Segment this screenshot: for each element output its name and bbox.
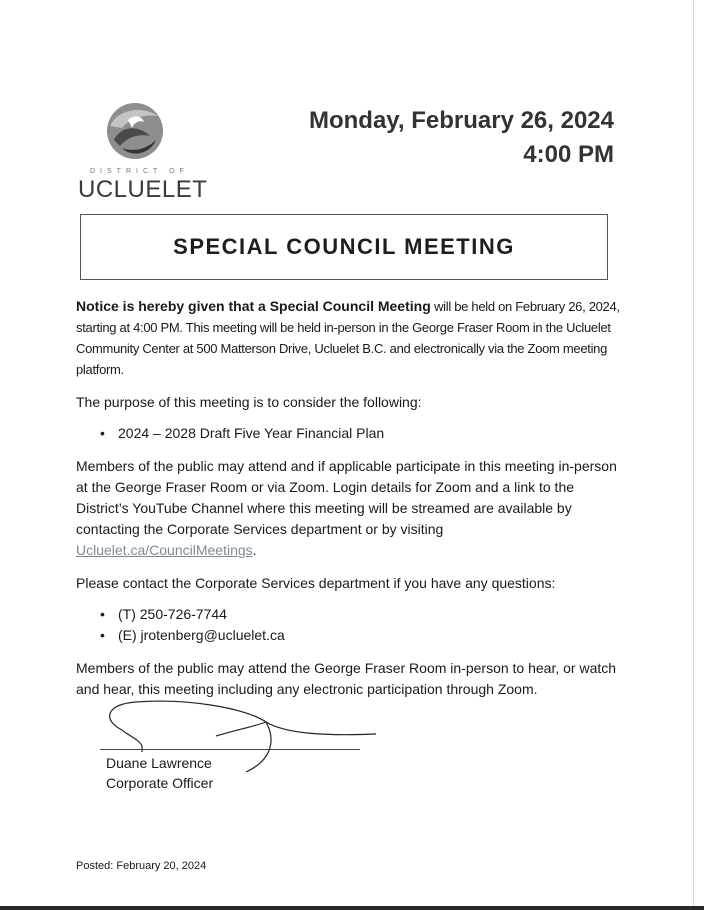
- logo-district-label: DISTRICT OF: [90, 168, 189, 175]
- page-title: SPECIAL COUNCIL MEETING: [173, 234, 515, 259]
- page-bottom-edge: [0, 906, 704, 910]
- notice-paragraph: [76, 296, 620, 380]
- contact-list: [76, 604, 620, 646]
- page-edge: [693, 0, 694, 910]
- participation-paragraph: [76, 456, 620, 561]
- posted-date: Posted: February 20, 2024: [76, 860, 207, 872]
- list-item: • (T) 250-726-7744: [100, 604, 620, 625]
- ucluelet-logo-icon: [104, 100, 166, 162]
- signature-line: [100, 749, 360, 750]
- notice-bold-lead: Notice is hereby given that a Special Council Meeting: [76, 298, 431, 314]
- list-item: • 2024 – 2028 Draft Five Year Financial Plan: [100, 423, 620, 444]
- notice-text: will be held on February 26, 2024, starting at 4:00 PM. This meeting will be held in-person in the George Fraser Room in the Ucluelet Community Center at 500 Matterson Drive, Ucluelet B.C. and electronically via the Zoom meeting platform.: [76, 299, 620, 377]
- signer-name: Duane Lawrence: [106, 755, 212, 771]
- meeting-time: 4:00 PM: [523, 141, 614, 168]
- signer-title: Corporate Officer: [106, 775, 214, 791]
- meeting-date: Monday, February 26, 2024: [308, 107, 614, 134]
- district-logo: [78, 100, 208, 203]
- list-item: • (E) jrotenberg@ucluelet.ca: [100, 625, 620, 646]
- participation-after: .: [252, 542, 257, 558]
- closing-text: Members of the public may attend the George Fraser Room in-person to hear, or watch and hear, this meeting including any electronic participation through Zoom.: [76, 660, 617, 697]
- logo-town-name: UCLUELET: [78, 176, 208, 203]
- purpose-text: The purpose of this meeting is to consider the following:: [76, 394, 422, 410]
- title-box: [80, 214, 608, 280]
- agenda-list: [76, 423, 620, 444]
- participation-text: Members of the public may attend and if applicable participate in this meeting in-person at the George Fraser Room or via Zoom. Login details for Zoom and a link to the District’s YouTube Channel where this meeting will be streamed are available by contacting the Corporate Services department or by visiting: [76, 458, 617, 537]
- notice-body: [76, 296, 620, 700]
- council-meetings-link[interactable]: Ucluelet.ca/CouncilMeetings: [76, 542, 253, 558]
- signer-block: [106, 753, 213, 793]
- contact-intro: Please contact the Corporate Services department if you have any questions:: [76, 575, 556, 591]
